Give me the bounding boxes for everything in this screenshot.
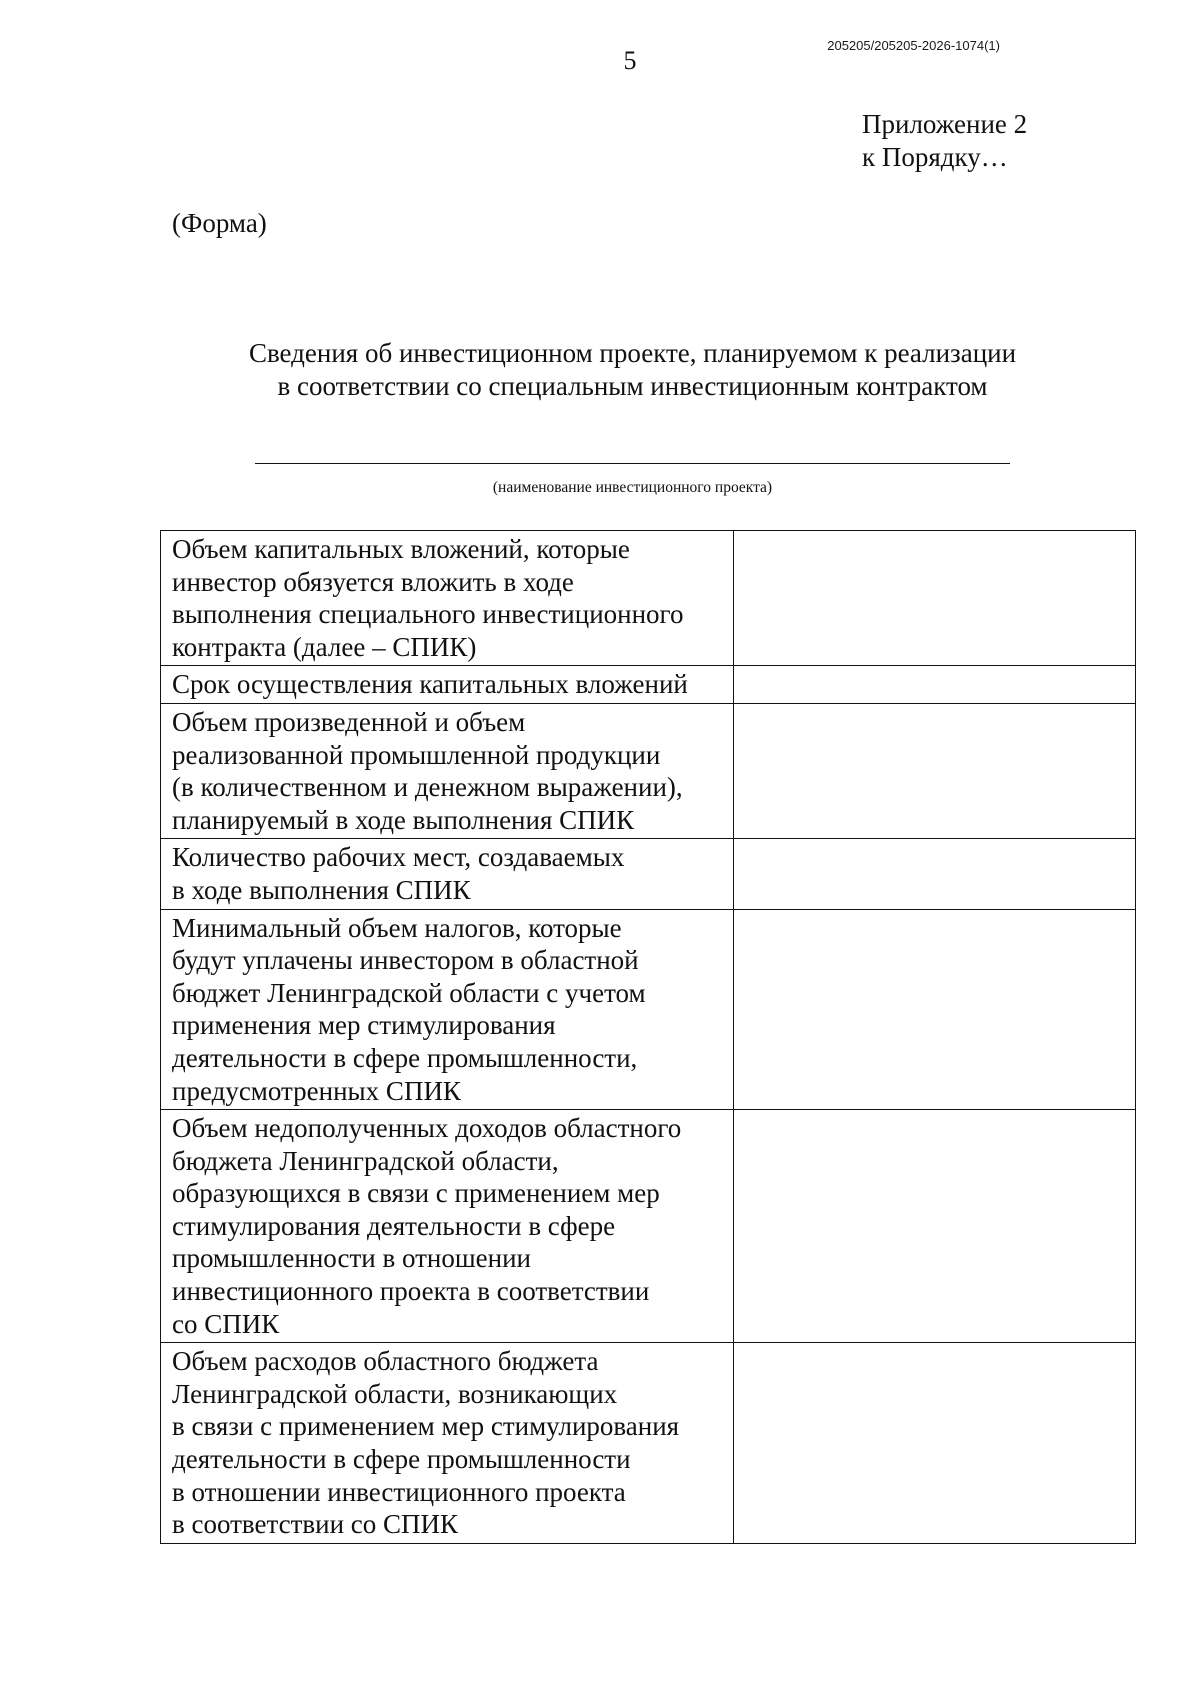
row-label-line: реализованной промышленной продукции: [172, 739, 661, 770]
appendix-line-1: Приложение 2: [862, 109, 1028, 139]
title-line-2: в соответствии со специальным инвестиционным контрактом: [277, 371, 988, 401]
row-label-cell: [161, 909, 734, 1110]
row-value-cell[interactable]: [734, 703, 1136, 838]
row-label-line: будут уплачены инвестором в областной: [172, 945, 639, 976]
row-label-line: деятельности в сфере промышленности,: [172, 1042, 638, 1073]
row-label-line: инвестор обязуется вложить в ходе: [172, 566, 574, 597]
row-label-line: в отношении инвестиционного проекта: [172, 1476, 626, 1507]
form-label: (Форма): [172, 208, 267, 238]
table-row: [161, 531, 1136, 666]
table-row: [161, 666, 1136, 704]
row-label-cell: [161, 1110, 734, 1343]
table-row: [161, 1110, 1136, 1343]
row-label-line: инвестиционного проекта в соответствии: [172, 1276, 650, 1307]
row-label-line: деятельности в сфере промышленности: [172, 1444, 631, 1475]
row-label-line: Объем недополученных доходов областного: [172, 1113, 682, 1144]
row-label-line: Минимальный объем налогов, которые: [172, 912, 622, 943]
project-name-field[interactable]: [255, 463, 1010, 464]
row-value-cell[interactable]: [734, 909, 1136, 1110]
row-label-cell: [161, 703, 734, 838]
appendix-line-2: к Порядку…: [862, 142, 1008, 172]
row-value-cell[interactable]: [734, 531, 1136, 666]
row-value-cell[interactable]: [734, 839, 1136, 909]
table-row: [161, 839, 1136, 909]
row-label-line: Объем расходов областного бюджета: [172, 1346, 599, 1377]
row-label-line: промышленности в отношении: [172, 1243, 531, 1274]
row-label-line: планируемый в ходе выполнения СПИК: [172, 804, 635, 835]
row-label-line: бюджет Ленинградской области с учетом: [172, 977, 646, 1008]
row-label-line: Объем произведенной и объем: [172, 706, 526, 737]
project-info-table: [160, 530, 1136, 1544]
table-row: [161, 909, 1136, 1110]
row-label-cell: [161, 1343, 734, 1544]
appendix-reference: [862, 108, 1027, 174]
project-name-caption: (наименование инвестиционного проекта): [492, 479, 773, 496]
row-label-line: применения мер стимулирования: [172, 1010, 556, 1041]
row-label-line: в связи с применением мер стимулирования: [172, 1411, 680, 1442]
row-label-line: (в количественном и денежном выражении),: [172, 772, 683, 803]
page-number: 5: [623, 46, 637, 75]
row-label-line: контракта (далее – СПИК): [172, 631, 477, 662]
table-row: [161, 703, 1136, 838]
row-value-cell[interactable]: [734, 666, 1136, 704]
row-label-line: стимулирования деятельности в сфере: [172, 1210, 616, 1241]
row-value-cell[interactable]: [734, 1343, 1136, 1544]
row-label-line: образующихся в связи с применением мер: [172, 1178, 660, 1209]
row-label-line: в соответствии со СПИК: [172, 1509, 459, 1540]
row-label-line: в ходе выполнения СПИК: [172, 874, 471, 905]
row-label-line: бюджета Ленинградской области,: [172, 1145, 559, 1176]
row-label-cell: [161, 839, 734, 909]
row-label-line: Количество рабочих мест, создаваемых: [172, 842, 625, 873]
row-label-cell: [161, 531, 734, 666]
row-label-line: со СПИК: [172, 1308, 280, 1339]
row-label-line: Объем капитальных вложений, которые: [172, 534, 630, 564]
row-label-line: выполнения специального инвестиционного: [172, 599, 684, 630]
row-label-cell: [161, 666, 734, 704]
row-label-line: Срок осуществления капитальных вложений: [172, 669, 688, 700]
row-label-line: Ленинградской области, возникающих: [172, 1378, 618, 1409]
row-value-cell[interactable]: [734, 1110, 1136, 1343]
document-title: [150, 337, 1115, 403]
row-label-line: предусмотренных СПИК: [172, 1075, 461, 1106]
table-row: [161, 1343, 1136, 1544]
project-info-table-body: [161, 531, 1136, 1544]
title-line-1: Сведения об инвестиционном проекте, планируемом к реализации: [248, 338, 1017, 368]
document-registration-number: 205205/205205-2026-1074(1): [827, 38, 1000, 53]
